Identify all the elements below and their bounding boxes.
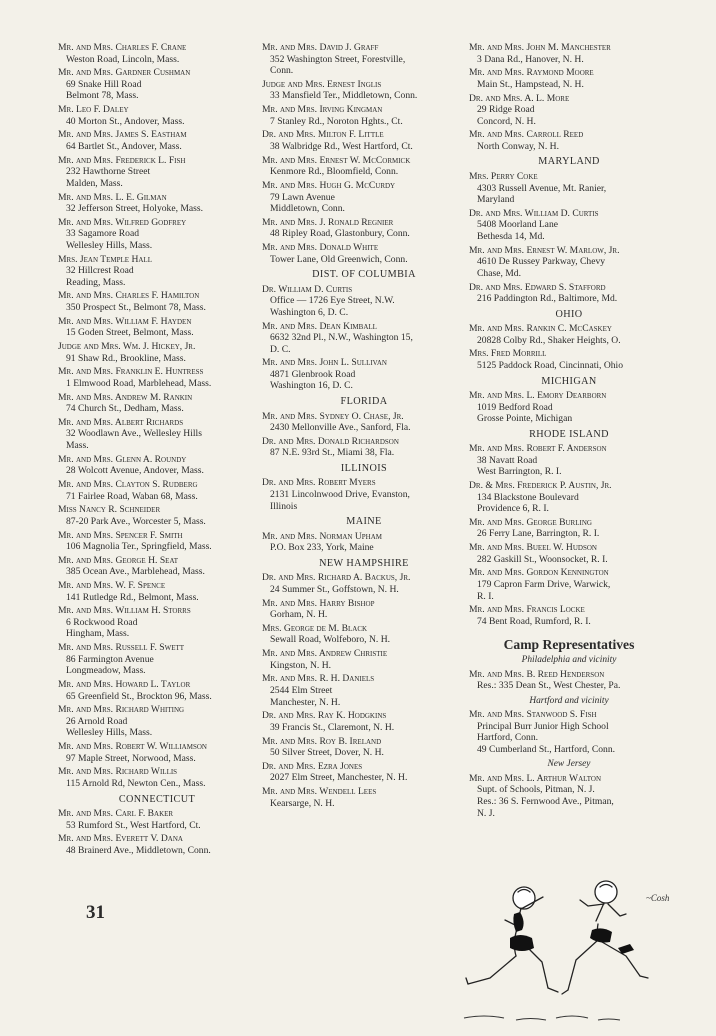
entry-address-line: 282 Gaskill St., Woonsocket, R. I.	[477, 553, 608, 565]
entry-name: Mr. and Mrs. Richard Willis	[58, 766, 178, 778]
entry-address-line: Supt. of Schools, Pitman, N. J.	[477, 784, 595, 796]
directory-entry	[262, 436, 466, 459]
entry-address-line: Mass.	[66, 439, 89, 451]
entry-name: Dr. and Mrs. Ray K. Hodgkins	[262, 710, 387, 722]
entry-name: Mr. and Mrs. L. Emory Dearborn	[469, 390, 607, 402]
entry-name: Mr. and Mrs. John L. Sullivan	[262, 357, 387, 369]
entry-name: Mrs. Perry Coke	[469, 171, 538, 183]
entry-name: Miss Nancy R. Schneider	[58, 504, 161, 516]
entry-name: Judge and Mrs. Wm. J. Hickey, Jr.	[58, 341, 196, 352]
directory-entry	[469, 480, 669, 515]
entry-address-line: N. J.	[477, 807, 495, 819]
state-heading: MARYLAND	[538, 156, 600, 168]
directory-entry	[58, 129, 256, 152]
directory-entry	[58, 741, 256, 764]
directory-entry	[469, 93, 669, 128]
entry-name: Mr. and Mrs. Hugh G. McCurdy	[262, 179, 396, 191]
directory-entry	[262, 572, 466, 595]
entry-address-line: Wellesley Hills, Mass.	[66, 727, 153, 739]
directory-entry	[58, 192, 256, 215]
entry-name: Judge and Mrs. Ernest Inglis	[262, 78, 382, 90]
entry-address-line: 87-20 Park Ave., Worcester 5, Mass.	[66, 515, 206, 527]
entry-name: Mr. and Mrs. John M. Manchester	[469, 42, 611, 53]
directory-entry	[262, 648, 466, 671]
entry-address-line: Malden, Mass.	[66, 177, 123, 189]
entry-name: Mr. and Mrs. Clayton S. Rudberg	[58, 478, 198, 490]
entry-name: Dr. and Mrs. Robert Myers	[262, 477, 376, 489]
entry-address-line: 79 Lawn Avenue	[270, 191, 335, 203]
directory-entry	[469, 604, 669, 627]
entry-address-line: 33 Mansfield Ter., Middletown, Conn.	[270, 90, 418, 102]
entry-name: Mr. and Mrs. Carl F. Baker	[58, 808, 174, 820]
drawing-signature: ~Cosh	[646, 893, 670, 903]
directory-entry	[58, 679, 256, 702]
state-heading: NEW HAMPSHIRE	[319, 557, 409, 569]
directory-entry	[58, 642, 256, 677]
directory-entry	[262, 710, 466, 733]
entry-address-line: 87 N.E. 93rd St., Miami 38, Fla.	[270, 447, 395, 459]
entry-address-line: 4610 De Russey Parkway, Chevy	[477, 256, 606, 268]
entry-name: Mr. and Mrs. Andrew Christie	[262, 648, 388, 660]
directory-entry	[262, 761, 466, 784]
entry-name: Mr. and Mrs. Wendell Lees	[262, 786, 377, 798]
directory-entry	[469, 773, 669, 819]
entry-name: Mr. and Mrs. Roy B. Ireland	[262, 735, 382, 747]
directory-entry	[58, 580, 256, 603]
directory-entry	[58, 67, 256, 102]
entry-name: Dr. and Mrs. William D. Curtis	[469, 207, 599, 219]
entry-address-line: Kearsarge, N. H.	[270, 797, 335, 809]
directory-entry	[469, 567, 669, 602]
directory-entry	[58, 504, 256, 527]
entry-name: Dr. & Mrs. Frederick P. Austin, Jr.	[469, 480, 612, 492]
entry-address-line: Principal Burr Junior High School	[477, 720, 609, 732]
region-subheading: Hartford and vicinity	[529, 695, 609, 706]
entry-address-line: Longmeadow, Mass.	[66, 665, 146, 677]
state-heading: MICHIGAN	[541, 375, 597, 387]
entry-address-line: Grosse Pointe, Michigan	[477, 413, 573, 425]
entry-address-line: 24 Summer St., Goffstown, N. H.	[270, 583, 399, 595]
entry-address-line: 64 Bartlet St., Andover, Mass.	[66, 140, 182, 152]
entry-address-line: Washington 16, D. C.	[270, 380, 353, 392]
entry-address-line: Bethesda 14, Md.	[477, 230, 545, 242]
entry-name: Mr. and Mrs. Robert F. Anderson	[469, 443, 607, 455]
entry-name: Dr. and Mrs. A. L. More	[469, 92, 570, 104]
entry-name: Mr. and Mrs. L. Arthur Walton	[469, 772, 602, 784]
entry-address-line: 4303 Russell Avenue, Mt. Ranier,	[477, 182, 607, 194]
entry-name: Mr. and Mrs. William H. Storrs	[58, 605, 191, 617]
directory-entry	[262, 786, 466, 809]
entry-name: Dr. and Mrs. Ezra Jones	[262, 760, 363, 772]
directory-entry	[58, 833, 256, 856]
entry-address-line: Manchester, N. H.	[270, 696, 341, 708]
entry-address-line: Gorham, N. H.	[270, 609, 328, 621]
entry-name: Dr. and Mrs. Donald Richardson	[262, 435, 399, 447]
directory-entry	[58, 217, 256, 252]
entry-address-line: Concord, N. H.	[477, 115, 536, 127]
directory-entry	[262, 217, 466, 240]
entry-address-line: 74 Church St., Dedham, Mass.	[66, 403, 184, 415]
entry-address-line: 48 Ripley Road, Glastonbury, Conn.	[270, 228, 410, 240]
entry-address-line: 32 Jefferson Street, Holyoke, Mass.	[66, 203, 204, 215]
region-subheading: New Jersey	[547, 759, 591, 770]
entry-address-line: 50 Silver Street, Dover, N. H.	[270, 747, 384, 759]
directory-entry	[58, 479, 256, 502]
entry-name: Mr. and Mrs. B. Reed Henderson	[469, 668, 605, 680]
page-number: 31	[86, 902, 105, 923]
directory-entry	[469, 129, 669, 152]
entry-address-line: 15 Goden Street, Belmont, Mass.	[66, 327, 194, 339]
directory-entry	[58, 530, 256, 553]
entry-address-line: 179 Capron Farm Drive, Warwick,	[477, 579, 611, 591]
directory-entry	[469, 517, 669, 540]
entry-name: Mr. and Mrs. Ernest W. Marlow, Jr.	[469, 244, 620, 256]
entry-address-line: 40 Morton St., Andover, Mass.	[66, 115, 185, 127]
directory-entry	[469, 390, 669, 425]
entry-name: Mr. and Mrs. Glenn A. Roundy	[58, 453, 187, 465]
directory-entry	[469, 245, 669, 280]
entry-address-line: Reading, Mass.	[66, 276, 126, 288]
entry-name: Mr. and Mrs. Robert W. Williamson	[58, 741, 207, 753]
directory-entry	[469, 171, 669, 206]
entry-address-line: 97 Maple Street, Norwood, Mass.	[66, 752, 196, 764]
entry-address-line: 2544 Elm Street	[270, 684, 333, 696]
entry-address-line: 20828 Colby Rd., Shaker Heights, O.	[477, 334, 621, 346]
state-heading: RHODE ISLAND	[529, 428, 609, 440]
entry-name: Mr. and Mrs. Harry Bishop	[262, 597, 375, 609]
entry-name: Mr. and Mrs. Donald White	[262, 242, 379, 254]
state-heading: ILLINOIS	[340, 462, 388, 474]
entry-address-line: 32 Hillcrest Road	[66, 265, 134, 277]
entry-address-line: Weston Road, Lincoln, Mass.	[66, 53, 180, 65]
entry-address-line: 106 Magnolia Ter., Springfield, Mass.	[66, 541, 212, 553]
entry-address-line: West Barrington, R. I.	[477, 466, 562, 478]
directory-entry	[58, 808, 256, 831]
entry-name: Mr. and Mrs. James S. Eastham	[58, 129, 187, 141]
entry-address-line: 26 Arnold Road	[66, 715, 128, 727]
entry-address-line: 7 Stanley Rd., Noroton Hghts., Ct.	[270, 115, 403, 127]
entry-name: Mr. and Mrs. Norman Upham	[262, 530, 382, 542]
entry-address-line: 53 Rumford St., West Hartford, Ct.	[66, 819, 201, 831]
entry-name: Mr. and Mrs. W. F. Spence	[58, 580, 166, 592]
directory-entry	[58, 392, 256, 415]
state-heading: FLORIDA	[340, 396, 388, 407]
entry-address-line: 38 Walbridge Rd., West Hartford, Ct.	[270, 140, 413, 152]
directory-entry	[58, 605, 256, 640]
entry-address-line: 6632 32nd Pl., N.W., Washington 15,	[270, 332, 413, 344]
directory-entry	[262, 531, 466, 554]
entry-address-line: 69 Snake Hill Road	[66, 78, 142, 90]
entry-name: Mr. and Mrs. Wilfred Godfrey	[58, 216, 187, 228]
directory-entry	[469, 443, 669, 478]
entry-name: Dr. and Mrs. Milton F. Little	[262, 129, 384, 141]
entry-address-line: 141 Rutledge Rd., Belmont, Mass.	[66, 591, 199, 603]
directory-entry	[262, 623, 466, 646]
directory-entry	[469, 208, 669, 243]
directory-entry	[262, 104, 466, 127]
entry-name: Dr. and Mrs. Richard A. Backus, Jr.	[262, 572, 411, 584]
entry-address-line: 39 Francis St., Claremont, N. H.	[270, 721, 395, 733]
entry-name: Mr. and Mrs. Spencer F. Smith	[58, 529, 183, 541]
directory-entry	[262, 242, 466, 265]
entry-name: Dr. William D. Curtis	[262, 283, 353, 295]
entry-address-line: 1 Elmwood Road, Marblehead, Mass.	[66, 377, 212, 389]
directory-entry	[58, 290, 256, 313]
entry-name: Mr. and Mrs. Everett V. Dana	[58, 833, 183, 845]
directory-entry	[58, 316, 256, 339]
entry-address-line: Chase, Md.	[477, 267, 521, 279]
directory-entry	[469, 709, 669, 755]
entry-address-line: Sewall Road, Wolfeboro, N. H.	[270, 634, 391, 646]
entry-name: Mr. and Mrs. Russell F. Swett	[58, 642, 185, 654]
entry-name: Mr. and Mrs. Ernest W. McCormick	[262, 154, 411, 166]
entry-address-line: R. I.	[477, 590, 494, 602]
entry-address-line: 86 Farmington Avenue	[66, 653, 154, 665]
entry-address-line: North Conway, N. H.	[477, 140, 559, 152]
entry-name: Mr. and Mrs. Rankin C. McCaskey	[469, 323, 612, 335]
directory-entry	[469, 42, 669, 65]
entry-name: Mr. and Mrs. Franklin E. Huntress	[58, 366, 204, 378]
entry-address-line: Res.: 335 Dean St., West Chester, Pa.	[477, 680, 621, 692]
entry-name: Mr. and Mrs. L. E. Gilman	[58, 191, 167, 203]
entry-address-line: 385 Ocean Ave., Marblehead, Mass.	[66, 566, 205, 578]
entry-name: Mr. and Mrs. Charles F. Hamilton	[58, 290, 200, 302]
entry-name: Mr. and Mrs. Dean Kimball	[262, 320, 377, 332]
directory-entry	[262, 284, 466, 319]
directory-entry	[469, 323, 669, 346]
entry-address-line: Middletown, Conn.	[270, 203, 345, 215]
directory-entry	[262, 155, 466, 178]
state-heading: CONNECTICUT	[118, 793, 196, 805]
entry-address-line: 26 Ferry Lane, Barrington, R. I.	[477, 528, 600, 540]
directory-entry	[469, 67, 669, 90]
entry-address-line: 5408 Moorland Lane	[477, 219, 558, 231]
entry-name: Mr. and Mrs. Richard Whiting	[58, 704, 185, 716]
directory-entry	[262, 598, 466, 621]
directory-entry	[58, 417, 256, 452]
entry-address-line: 65 Greenfield St., Brockton 96, Mass.	[66, 690, 212, 702]
entry-name: Mr. and Mrs. Frederick L. Fish	[58, 154, 186, 166]
entry-name: Mr. and Mrs. J. Ronald Regnier	[262, 216, 394, 228]
entry-address-line: Hingham, Mass.	[66, 628, 130, 640]
entry-address-line: Tower Lane, Old Greenwich, Conn.	[270, 253, 408, 265]
directory-entry	[58, 366, 256, 389]
directory-entry	[58, 454, 256, 477]
entry-address-line: 115 Arnold Rd, Newton Cen., Mass.	[66, 777, 206, 789]
directory-entry	[58, 766, 256, 789]
directory-entry	[469, 542, 669, 565]
directory-entry	[58, 704, 256, 739]
entry-name: Mr. and Mrs. Francis Locke	[469, 604, 585, 616]
entry-name: Mrs. Jean Temple Hall	[58, 253, 152, 265]
entry-address-line: 48 Brainerd Ave., Middletown, Conn.	[66, 844, 211, 856]
entry-address-line: Illinois	[270, 500, 298, 512]
entry-address-line: P.O. Box 233, York, Maine	[270, 542, 374, 554]
entry-name: Mr. and Mrs. Albert Richards	[58, 416, 184, 428]
directory-entry	[58, 341, 256, 364]
entry-address-line: 2027 Elm Street, Manchester, N. H.	[270, 772, 408, 784]
region-subheading: Philadelphia and vicinity	[521, 654, 617, 665]
directory-entry	[262, 411, 466, 434]
entry-name: Mr. and Mrs. George Burling	[469, 516, 592, 528]
entry-name: Mrs. Fred Morrill	[469, 348, 547, 360]
section-title: Camp Representatives	[503, 637, 635, 653]
directory-entry	[262, 673, 466, 708]
directory-entry	[262, 129, 466, 152]
directory-entry	[262, 477, 466, 512]
entry-name: Mr. and Mrs. R. H. Daniels	[262, 673, 375, 685]
entry-address-line: 134 Blackstone Boulevard	[477, 491, 579, 503]
entry-name: Dr. and Mrs. Edward S. Stafford	[469, 281, 606, 293]
entry-name: Mr. and Mrs. Gardner Cushman	[58, 67, 191, 79]
column-middle	[262, 42, 466, 811]
directory-entry	[469, 282, 669, 305]
entry-address-line: D. C.	[270, 343, 291, 355]
entry-address-line: 4871 Glenbrook Road	[270, 368, 356, 380]
directory-entry	[262, 79, 466, 102]
directory-entry	[58, 104, 256, 127]
directory-entry	[262, 736, 466, 759]
entry-name: Mr. and Mrs. Howard L. Taylor	[58, 679, 191, 691]
entry-name: Mr. and Mrs. Stanwood S. Fish	[469, 709, 597, 721]
entry-address-line: 38 Navatt Road	[477, 454, 538, 466]
directory-entry	[469, 348, 669, 371]
entry-name: Mr. and Mrs. Bueel W. Hudson	[469, 542, 597, 554]
entry-name: Mr. and Mrs. Carroll Reed	[469, 129, 584, 141]
state-heading: OHIO	[555, 308, 583, 320]
entry-address-line: 1019 Bedford Road	[477, 401, 553, 413]
entry-address-line: Kenmore Rd., Bloomfield, Conn.	[270, 166, 399, 178]
directory-entry	[262, 321, 466, 356]
entry-address-line: 216 Paddington Rd., Baltimore, Md.	[477, 293, 618, 305]
column-left	[58, 42, 256, 859]
entry-address-line: Maryland	[477, 194, 515, 206]
entry-name: Mr. and Mrs. Andrew M. Rankin	[58, 391, 193, 403]
entry-address-line: 71 Fairlee Road, Waban 68, Mass.	[66, 490, 198, 502]
entry-address-line: Conn.	[270, 65, 294, 77]
entry-address-line: Main St., Hampstead, N. H.	[477, 78, 584, 90]
directory-entry	[262, 42, 466, 77]
directory-entry	[58, 555, 256, 578]
entry-address-line: 2131 Lincolnwood Drive, Evanston,	[270, 489, 410, 501]
entry-name: Mrs. George de M. Black	[262, 622, 368, 634]
entry-address-line: 352 Washington Street, Forestville,	[270, 53, 406, 65]
entry-name: Mr. and Mrs. Gordon Kennington	[469, 567, 609, 579]
entry-address-line: 74 Bent Road, Rumford, R. I.	[477, 615, 591, 627]
entry-name: Mr. and Mrs. Sydney O. Chase, Jr.	[262, 410, 404, 422]
directory-entry	[58, 155, 256, 190]
entry-address-line: 28 Wolcott Avenue, Andover, Mass.	[66, 465, 204, 477]
directory-entry	[262, 180, 466, 215]
entry-address-line: 91 Shaw Rd., Brookline, Mass.	[66, 352, 186, 364]
directory-entry	[58, 254, 256, 289]
entry-address-line: Hartford, Conn.	[477, 732, 539, 744]
entry-address-line: 33 Sagamore Road	[66, 228, 140, 240]
entry-address-line: Wellesley Hills, Mass.	[66, 239, 153, 251]
entry-address-line: 5125 Paddock Road, Cincinnati, Ohio	[477, 359, 624, 371]
entry-address-line: 32 Woodlawn Ave., Wellesley Hills	[66, 428, 202, 440]
directory-entry	[58, 42, 256, 65]
entry-name: Mr. and Mrs. William F. Hayden	[58, 315, 192, 327]
entry-address-line: 2430 Mellonville Ave., Sanford, Fla.	[270, 422, 411, 434]
entry-name: Mr. and Mrs. Raymond Moore	[469, 67, 594, 79]
entry-address-line: Office — 1726 Eye Street, N.W.	[270, 295, 395, 307]
entry-name: Mr. and Mrs. Irving Kingman	[262, 104, 383, 116]
column-right	[469, 42, 669, 821]
entry-address-line: 6 Rockwood Road	[66, 616, 138, 628]
entry-address-line: Washington 6, D. C.	[270, 306, 349, 318]
entry-address-line: 232 Hawthorne Street	[66, 166, 151, 178]
entry-address-line: Res.: 36 S. Fernwood Ave., Pitman,	[477, 795, 614, 807]
state-heading: MAINE	[346, 516, 382, 528]
state-heading: DIST. OF COLUMBIA	[312, 269, 416, 281]
entry-address-line: 29 Ridge Road	[477, 104, 535, 116]
entry-address-line: 49 Cumberland St., Hartford, Conn.	[477, 743, 616, 755]
entry-address-line: Belmont 78, Mass.	[66, 90, 139, 102]
entry-name: Mr. and Mrs. Charles F. Crane	[58, 42, 187, 53]
entry-address-line: 350 Prospect St., Belmont 78, Mass.	[66, 301, 206, 313]
entry-address-line: 3 Dana Rd., Hanover, N. H.	[477, 53, 584, 65]
entry-name: Mr. Leo F. Daley	[58, 104, 129, 116]
entry-name: Mr. and Mrs. George H. Seat	[58, 554, 178, 566]
directory-entry	[469, 669, 669, 692]
entry-address-line: Providence 6, R. I.	[477, 503, 549, 515]
directory-entry	[262, 357, 466, 392]
entry-address-line: Kingston, N. H.	[270, 659, 332, 671]
entry-name: Mr. and Mrs. David J. Graff	[262, 42, 379, 53]
